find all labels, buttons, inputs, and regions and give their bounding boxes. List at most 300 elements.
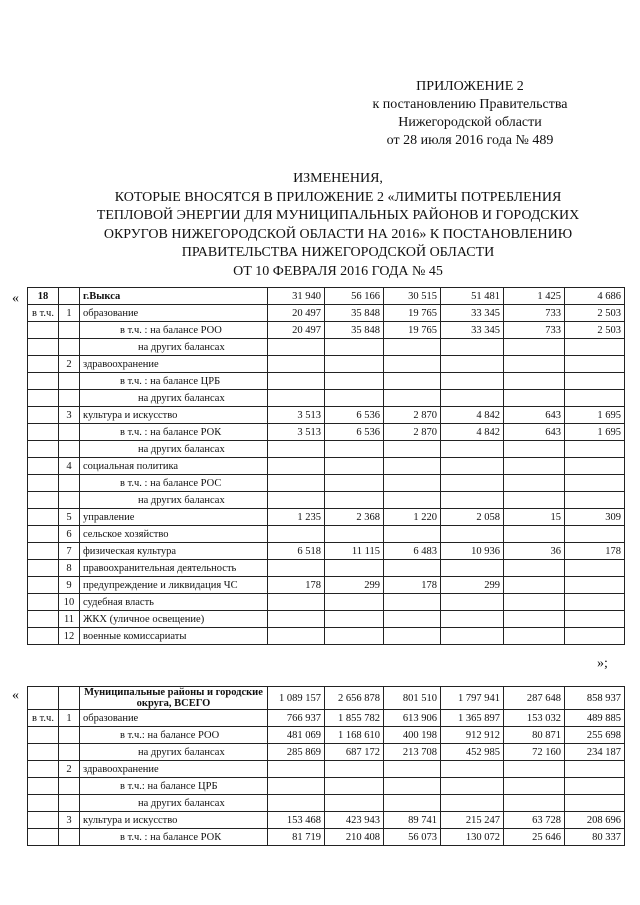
appendix-ref: к постановлению Правительства <box>372 97 568 112</box>
value-cell <box>504 611 565 628</box>
value-cell <box>565 373 625 390</box>
value-cell: 19 765 <box>384 322 441 339</box>
value-cell <box>268 458 325 475</box>
row-label: в т.ч.: на балансе РОО <box>80 727 268 744</box>
value-cell <box>565 611 625 628</box>
value-cell <box>565 356 625 373</box>
value-cell <box>325 594 384 611</box>
row-label: образование <box>80 710 268 727</box>
row-label: сельское хозяйство <box>80 526 268 543</box>
value-cell <box>325 795 384 812</box>
row-subnumber: 10 <box>59 594 80 611</box>
value-cell <box>268 628 325 645</box>
value-cell <box>441 560 504 577</box>
value-cell <box>441 458 504 475</box>
value-cell <box>504 526 565 543</box>
row-label: на других балансах <box>80 744 268 761</box>
value-cell <box>441 441 504 458</box>
value-cell: 15 <box>504 509 565 526</box>
value-cell: 2 058 <box>441 509 504 526</box>
value-cell <box>504 761 565 778</box>
value-cell <box>565 795 625 812</box>
value-cell <box>565 761 625 778</box>
row-label: на других балансах <box>80 390 268 407</box>
value-cell: 2 870 <box>384 424 441 441</box>
table-row <box>28 407 625 424</box>
value-cell <box>384 526 441 543</box>
row-subnumber: 3 <box>59 812 80 829</box>
value-cell <box>325 492 384 509</box>
row-number <box>28 778 59 795</box>
value-cell <box>565 577 625 594</box>
value-cell <box>384 339 441 356</box>
value-cell <box>268 373 325 390</box>
value-cell <box>268 761 325 778</box>
value-cell <box>384 475 441 492</box>
heading-line-5: ПРАВИТЕЛЬСТВА НИЖЕГОРОДСКОЙ ОБЛАСТИ <box>181 245 495 260</box>
row-label: культура и искусство <box>80 407 268 424</box>
value-cell: 6 536 <box>325 407 384 424</box>
row-subnumber <box>59 424 80 441</box>
value-cell: 35 848 <box>325 305 384 322</box>
row-number <box>28 829 59 846</box>
value-cell: 299 <box>325 577 384 594</box>
value-cell: 481 069 <box>268 727 325 744</box>
row-subnumber <box>59 744 80 761</box>
value-cell <box>325 761 384 778</box>
value-cell: 4 842 <box>441 407 504 424</box>
value-cell: 51 481 <box>441 288 504 305</box>
row-subnumber <box>59 475 80 492</box>
row-label: в т.ч. : на балансе РОС <box>80 475 268 492</box>
value-cell: 234 187 <box>565 744 625 761</box>
appendix-title: ПРИЛОЖЕНИЕ 2 <box>416 79 524 94</box>
value-cell <box>325 778 384 795</box>
row-number <box>28 475 59 492</box>
value-cell: 2 503 <box>565 322 625 339</box>
value-cell <box>504 577 565 594</box>
row-subnumber <box>59 795 80 812</box>
heading-line-2: КОТОРЫЕ ВНОСЯТСЯ В ПРИЛОЖЕНИЕ 2 «ЛИМИТЫ ПОТРЕБЛЕНИЯ <box>114 189 562 205</box>
value-cell <box>504 390 565 407</box>
value-cell <box>565 441 625 458</box>
value-cell <box>384 628 441 645</box>
value-cell: 3 513 <box>268 424 325 441</box>
value-cell: 255 698 <box>565 727 625 744</box>
value-cell <box>504 492 565 509</box>
value-cell <box>441 339 504 356</box>
value-cell <box>384 458 441 475</box>
table-row <box>28 710 625 727</box>
row-number: в т.ч. <box>28 305 59 322</box>
row-subnumber <box>59 322 80 339</box>
value-cell: 72 160 <box>504 744 565 761</box>
row-subnumber: 12 <box>59 628 80 645</box>
heading-line-4: ОКРУГОВ НИЖЕГОРОДСКОЙ ОБЛАСТИ НА 2016» К ПОСТАНОВЛЕНИЮ <box>103 226 573 242</box>
value-cell <box>325 458 384 475</box>
value-cell <box>325 339 384 356</box>
table-row <box>28 339 625 356</box>
value-cell <box>325 356 384 373</box>
table-row <box>28 458 625 475</box>
value-cell: 130 072 <box>441 829 504 846</box>
table-row <box>28 812 625 829</box>
row-label: здравоохранение <box>80 356 268 373</box>
row-label: на других балансах <box>80 441 268 458</box>
open-quote-2: « <box>12 688 19 703</box>
table-row <box>28 373 625 390</box>
appendix-block <box>350 78 590 150</box>
row-number <box>28 373 59 390</box>
row-subnumber: 2 <box>59 356 80 373</box>
value-cell <box>441 778 504 795</box>
row-subnumber <box>59 778 80 795</box>
row-number: 18 <box>28 288 59 305</box>
value-cell <box>384 492 441 509</box>
value-cell <box>268 475 325 492</box>
table-row <box>28 288 625 305</box>
row-label: здравоохранение <box>80 761 268 778</box>
value-cell <box>441 475 504 492</box>
value-cell: 208 696 <box>565 812 625 829</box>
row-number <box>28 509 59 526</box>
value-cell <box>441 611 504 628</box>
table-row <box>28 322 625 339</box>
row-number <box>28 761 59 778</box>
value-cell: 400 198 <box>384 727 441 744</box>
row-subnumber <box>59 339 80 356</box>
value-cell: 1 425 <box>504 288 565 305</box>
row-label: военные комиссариаты <box>80 628 268 645</box>
value-cell <box>441 594 504 611</box>
value-cell: 56 166 <box>325 288 384 305</box>
value-cell: 1 695 <box>565 424 625 441</box>
value-cell: 1 855 782 <box>325 710 384 727</box>
row-label: в т.ч.: на балансе ЦРБ <box>80 778 268 795</box>
value-cell: 20 497 <box>268 305 325 322</box>
row-label: на других балансах <box>80 795 268 812</box>
row-number <box>28 577 59 594</box>
row-label: образование <box>80 305 268 322</box>
heading-line-6: ОТ 10 ФЕВРАЛЯ 2016 ГОДА № 45 <box>233 263 443 279</box>
value-cell <box>504 373 565 390</box>
value-cell: 1 695 <box>565 407 625 424</box>
row-number <box>28 390 59 407</box>
table-row <box>28 543 625 560</box>
value-cell: 452 985 <box>441 744 504 761</box>
row-number <box>28 424 59 441</box>
row-subnumber: 2 <box>59 761 80 778</box>
row-subnumber: 1 <box>59 305 80 322</box>
value-cell: 489 885 <box>565 710 625 727</box>
row-subnumber <box>59 390 80 407</box>
table-row <box>28 829 625 846</box>
table-row <box>28 560 625 577</box>
table-row <box>28 492 625 509</box>
value-cell: 81 719 <box>268 829 325 846</box>
value-cell: 2 656 878 <box>325 687 384 710</box>
row-label: г.Выкса <box>80 288 268 305</box>
value-cell <box>565 475 625 492</box>
value-cell <box>268 594 325 611</box>
value-cell: 4 686 <box>565 288 625 305</box>
row-subnumber: 6 <box>59 526 80 543</box>
row-number <box>28 628 59 645</box>
heading-line-3: ТЕПЛОВОЙ ЭНЕРГИИ ДЛЯ МУНИЦИПАЛЬНЫХ РАЙОНОВ И ГОРОДСКИХ <box>96 208 580 223</box>
value-cell: 733 <box>504 322 565 339</box>
row-number <box>28 594 59 611</box>
row-subnumber <box>59 687 80 710</box>
value-cell <box>565 492 625 509</box>
value-cell: 11 115 <box>325 543 384 560</box>
table-row <box>28 305 625 322</box>
value-cell <box>384 441 441 458</box>
row-label: управление <box>80 509 268 526</box>
value-cell: 33 345 <box>441 322 504 339</box>
table-row <box>28 687 625 710</box>
value-cell: 687 172 <box>325 744 384 761</box>
row-number <box>28 526 59 543</box>
value-cell <box>565 390 625 407</box>
row-label: Муниципальные районы и городские округа, ВСЕГО <box>80 687 268 710</box>
value-cell <box>384 560 441 577</box>
value-cell: 153 032 <box>504 710 565 727</box>
value-cell <box>441 373 504 390</box>
open-quote-1: « <box>12 291 19 306</box>
appendix-date: от 28 июля 2016 года № 489 <box>386 133 554 148</box>
row-label: ЖКХ (уличное освещение) <box>80 611 268 628</box>
value-cell: 613 906 <box>384 710 441 727</box>
value-cell: 178 <box>384 577 441 594</box>
value-cell <box>268 795 325 812</box>
value-cell: 3 513 <box>268 407 325 424</box>
value-cell <box>504 441 565 458</box>
value-cell <box>325 441 384 458</box>
row-label: на других балансах <box>80 492 268 509</box>
row-subnumber <box>59 829 80 846</box>
value-cell <box>384 594 441 611</box>
value-cell <box>268 526 325 543</box>
appendix-region: Нижегородской области <box>398 115 542 130</box>
value-cell: 912 912 <box>441 727 504 744</box>
value-cell: 89 741 <box>384 812 441 829</box>
value-cell: 733 <box>504 305 565 322</box>
value-cell: 6 518 <box>268 543 325 560</box>
value-cell <box>384 390 441 407</box>
row-number <box>28 322 59 339</box>
value-cell: 309 <box>565 509 625 526</box>
value-cell: 299 <box>441 577 504 594</box>
row-subnumber: 5 <box>59 509 80 526</box>
table-row <box>28 727 625 744</box>
table-row <box>28 761 625 778</box>
row-label: предупреждение и ликвидация ЧС <box>80 577 268 594</box>
row-subnumber: 9 <box>59 577 80 594</box>
value-cell <box>325 628 384 645</box>
row-subnumber <box>59 288 80 305</box>
value-cell <box>268 390 325 407</box>
value-cell <box>325 373 384 390</box>
value-cell: 6 536 <box>325 424 384 441</box>
value-cell: 215 247 <box>441 812 504 829</box>
row-subnumber <box>59 373 80 390</box>
row-number <box>28 560 59 577</box>
row-number <box>28 441 59 458</box>
value-cell: 1 089 157 <box>268 687 325 710</box>
row-number <box>28 611 59 628</box>
value-cell <box>441 356 504 373</box>
value-cell <box>268 356 325 373</box>
table-row <box>28 390 625 407</box>
row-label: социальная политика <box>80 458 268 475</box>
value-cell: 801 510 <box>384 687 441 710</box>
value-cell <box>441 526 504 543</box>
value-cell: 19 765 <box>384 305 441 322</box>
value-cell <box>441 761 504 778</box>
value-cell: 2 503 <box>565 305 625 322</box>
table-row <box>28 594 625 611</box>
row-label: физическая культура <box>80 543 268 560</box>
value-cell <box>504 628 565 645</box>
row-label: в т.ч. : на балансе РОК <box>80 829 268 846</box>
value-cell: 178 <box>268 577 325 594</box>
row-label: в т.ч. : на балансе РОО <box>80 322 268 339</box>
row-label: правоохранительная деятельность <box>80 560 268 577</box>
heading-line-1: ИЗМЕНЕНИЯ, <box>293 171 383 186</box>
row-label: культура и искусство <box>80 812 268 829</box>
table-row <box>28 509 625 526</box>
value-cell: 213 708 <box>384 744 441 761</box>
row-label: в т.ч. : на балансе РОК <box>80 424 268 441</box>
row-number <box>28 727 59 744</box>
value-cell <box>565 560 625 577</box>
value-cell <box>325 390 384 407</box>
value-cell: 80 871 <box>504 727 565 744</box>
row-label: судебная власть <box>80 594 268 611</box>
value-cell: 33 345 <box>441 305 504 322</box>
value-cell <box>504 339 565 356</box>
value-cell <box>268 778 325 795</box>
row-subnumber: 4 <box>59 458 80 475</box>
value-cell: 1 220 <box>384 509 441 526</box>
table-row <box>28 424 625 441</box>
value-cell <box>504 594 565 611</box>
row-subnumber <box>59 492 80 509</box>
row-subnumber: 3 <box>59 407 80 424</box>
value-cell: 1 365 897 <box>441 710 504 727</box>
row-label: в т.ч. : на балансе ЦРБ <box>80 373 268 390</box>
table-row <box>28 526 625 543</box>
value-cell: 285 869 <box>268 744 325 761</box>
row-number <box>28 458 59 475</box>
value-cell: 25 646 <box>504 829 565 846</box>
limits-table-total <box>27 686 625 846</box>
value-cell <box>504 778 565 795</box>
value-cell: 10 936 <box>441 543 504 560</box>
value-cell: 178 <box>565 543 625 560</box>
row-subnumber <box>59 727 80 744</box>
value-cell <box>565 526 625 543</box>
value-cell: 1 168 610 <box>325 727 384 744</box>
row-number: в т.ч. <box>28 710 59 727</box>
close-quote-1: »; <box>597 656 608 671</box>
table-row <box>28 611 625 628</box>
value-cell <box>384 356 441 373</box>
value-cell <box>325 611 384 628</box>
row-number <box>28 744 59 761</box>
value-cell <box>384 611 441 628</box>
row-number <box>28 687 59 710</box>
value-cell <box>441 628 504 645</box>
value-cell <box>325 526 384 543</box>
value-cell <box>384 795 441 812</box>
value-cell: 2 368 <box>325 509 384 526</box>
value-cell <box>384 761 441 778</box>
table-row <box>28 778 625 795</box>
value-cell: 858 937 <box>565 687 625 710</box>
value-cell <box>325 475 384 492</box>
value-cell <box>384 778 441 795</box>
value-cell <box>441 492 504 509</box>
value-cell <box>441 795 504 812</box>
value-cell <box>504 356 565 373</box>
value-cell <box>565 339 625 356</box>
row-subnumber: 1 <box>59 710 80 727</box>
value-cell <box>384 373 441 390</box>
value-cell <box>268 339 325 356</box>
value-cell <box>504 560 565 577</box>
value-cell <box>504 795 565 812</box>
value-cell <box>441 390 504 407</box>
table-row <box>28 356 625 373</box>
value-cell: 31 940 <box>268 288 325 305</box>
value-cell: 153 468 <box>268 812 325 829</box>
value-cell: 80 337 <box>565 829 625 846</box>
value-cell: 35 848 <box>325 322 384 339</box>
row-subnumber: 8 <box>59 560 80 577</box>
row-number <box>28 407 59 424</box>
value-cell <box>268 441 325 458</box>
limits-table-vyksa <box>27 287 625 645</box>
value-cell: 287 648 <box>504 687 565 710</box>
table-row <box>28 475 625 492</box>
value-cell: 423 943 <box>325 812 384 829</box>
value-cell: 63 728 <box>504 812 565 829</box>
table-row <box>28 795 625 812</box>
value-cell: 210 408 <box>325 829 384 846</box>
table-row <box>28 628 625 645</box>
value-cell <box>565 778 625 795</box>
value-cell: 643 <box>504 424 565 441</box>
row-number <box>28 339 59 356</box>
value-cell <box>325 560 384 577</box>
value-cell: 1 797 941 <box>441 687 504 710</box>
value-cell <box>504 458 565 475</box>
row-number <box>28 492 59 509</box>
row-number <box>28 543 59 560</box>
value-cell <box>565 628 625 645</box>
value-cell: 30 515 <box>384 288 441 305</box>
value-cell: 56 073 <box>384 829 441 846</box>
value-cell <box>565 458 625 475</box>
row-subnumber: 11 <box>59 611 80 628</box>
row-number <box>28 812 59 829</box>
value-cell: 20 497 <box>268 322 325 339</box>
value-cell: 2 870 <box>384 407 441 424</box>
value-cell: 643 <box>504 407 565 424</box>
row-subnumber <box>59 441 80 458</box>
document-heading <box>40 170 636 281</box>
